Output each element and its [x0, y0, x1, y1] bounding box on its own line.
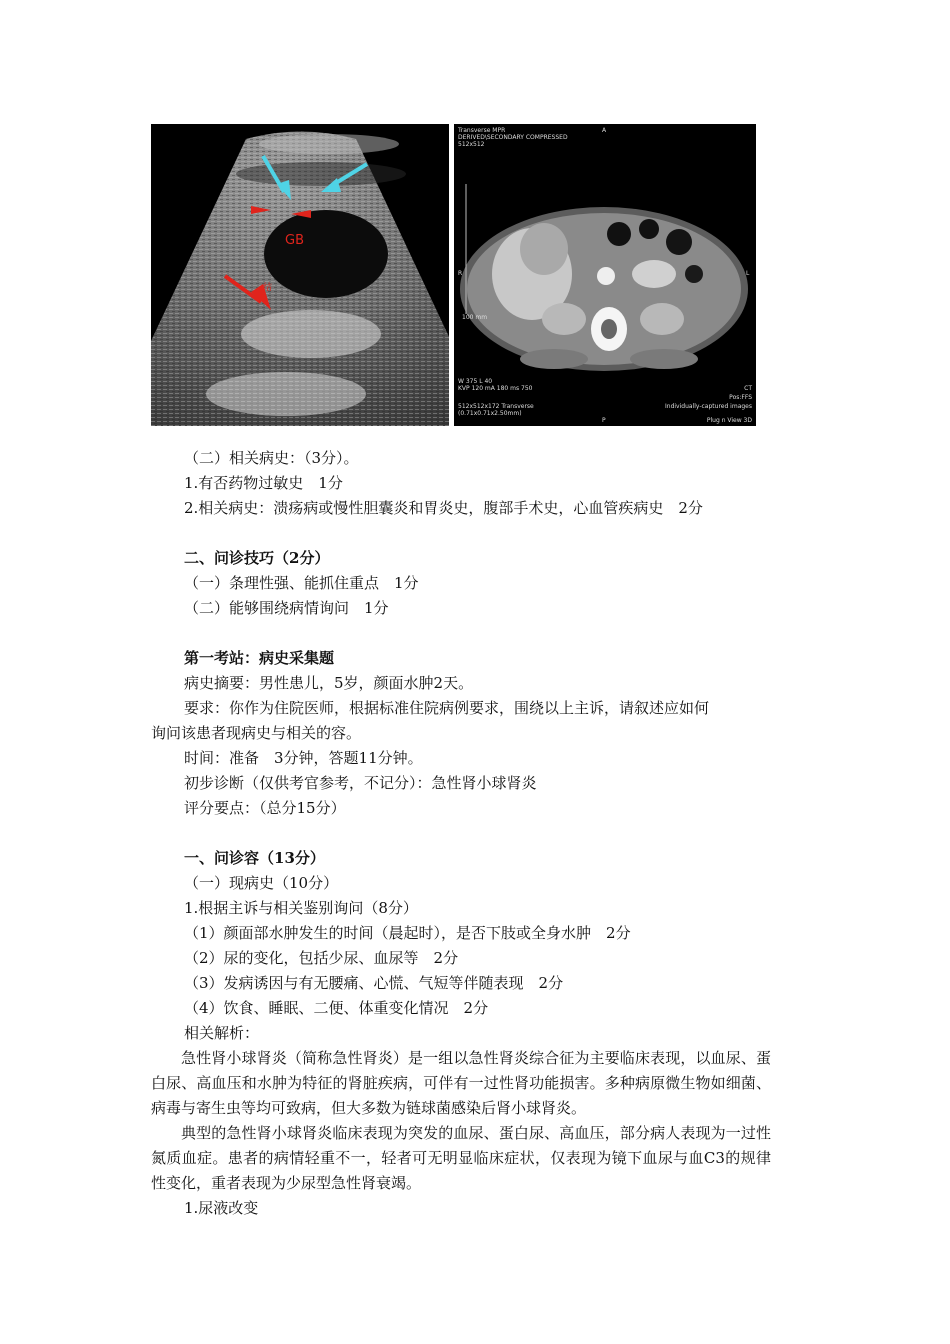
case-summary: 病史摘要：男性患儿，5岁，颜面水肿2天。 — [184, 674, 474, 692]
history-heading: （二）相关病史：（3分）。 — [184, 449, 359, 467]
ct-orient-posterior: P — [602, 417, 606, 424]
present-illness-heading: （一）现病史（10分） — [184, 874, 339, 892]
history-item-2: 2.相关病史：溃疡病或慢性胆囊炎和胃炎史，腹部手术史，心血管疾病史 2分 — [184, 499, 703, 517]
inquiry-item-1: （1）颜面部水肿发生的时间（晨起时），是否下肢或全身水肿 2分 — [184, 924, 631, 942]
ultrasound-graphic — [151, 124, 449, 426]
ct-orient-anterior: A — [602, 127, 607, 134]
section-heading-inquiry: 一、问诊容（13分） — [184, 849, 325, 867]
inquiry-item-3: （3）发病诱因与有无腰痛、心慌、气短等伴随表现 2分 — [184, 974, 564, 992]
gb-label: GB — [285, 233, 304, 248]
figure-row — [151, 124, 756, 426]
ct-orient-left: L — [746, 270, 750, 277]
requirement-line-1: 要求：你作为住院医师，根据标准住院病例要求，围绕以上主诉，请叙述应如何 — [184, 699, 710, 717]
ct-image — [454, 124, 756, 426]
analysis-paragraph-2: 典型的急性肾小球肾炎临床表现为突发的血尿、蛋白尿、高血压，部分病人表现为一过性氮质血症。患者的病情轻重不一，轻者可无明显临床症状，仅表现为镜下血尿与血C3的规律性变化，重者表现为少尿型急性肾衰竭。 — [151, 1124, 771, 1192]
analysis-heading: 相关解析： — [184, 1024, 260, 1042]
inquiry-item-2: （2）尿的变化，包括少尿、血尿等 2分 — [184, 949, 459, 967]
scoring-line: 评分要点：（总分15分） — [184, 799, 346, 817]
time-line: 时间：准备 3分钟，答题11分钟。 — [184, 749, 423, 767]
ultrasound-image — [151, 124, 449, 426]
ct-orient-right: R — [458, 270, 463, 277]
ct-footer-2: KVP 120 mA 180 ms 750 — [458, 385, 533, 392]
diagnosis-line: 初步诊断（仅供考官参考，不记分）：急性肾小球肾炎 — [184, 774, 537, 792]
inquiry-subheading: 1.根据主诉与相关鉴别询问（8分） — [184, 899, 418, 917]
document-body — [151, 446, 774, 1221]
ct-footer-1: W 375 L 40 — [458, 378, 493, 385]
ct-header-3: 512x512 — [458, 141, 485, 148]
history-item-1: 1.有否药物过敏史 1分 — [184, 474, 343, 492]
stone-label: 结 — [263, 283, 273, 293]
urine-change-heading: 1.尿液改变 — [184, 1199, 259, 1217]
ct-footer-r3: Individually-captured images — [665, 403, 752, 410]
requirement-line-2: 询问该患者现病史与相关的容。 — [151, 724, 362, 742]
ct-scale: 100 mm — [462, 314, 488, 321]
ct-footer-4: (0.71x0.71x2.50mm) — [458, 410, 522, 417]
analysis-paragraph-1: 急性肾小球肾炎（简称急性肾炎）是一组以急性肾炎综合征为主要临床表现，以血尿、蛋白尿、高血压和水肿为特征的肾脏疾病，可伴有一过性肾功能损害。多种病原微生物如细菌、病毒与寄生虫等均可致病，但大多数为链球菌感染后肾小球肾炎。 — [151, 1049, 771, 1117]
ct-footer-3: 512x512x172 Transverse — [458, 403, 534, 410]
ct-footer-r1: CT — [744, 385, 752, 392]
ct-header-2: DERIVED\SECONDARY COMPRESSED — [458, 134, 568, 141]
ct-header-1: Transverse MPR — [458, 127, 506, 134]
station-heading: 第一考站：病史采集题 — [184, 649, 335, 667]
section-heading-skills: 二、问诊技巧（2分） — [184, 549, 330, 567]
skills-item-2: （二）能够围绕病情询问 1分 — [184, 599, 389, 617]
skills-item-1: （一）条理性强、能抓住重点 1分 — [184, 574, 419, 592]
inquiry-item-4: （4）饮食、睡眠、二便、体重变化情况 2分 — [184, 999, 489, 1017]
ct-footer-r4: Plug n View 3D — [706, 417, 752, 424]
ct-footer-r2: Pos:FFS — [729, 394, 752, 401]
ct-graphic — [454, 124, 756, 426]
